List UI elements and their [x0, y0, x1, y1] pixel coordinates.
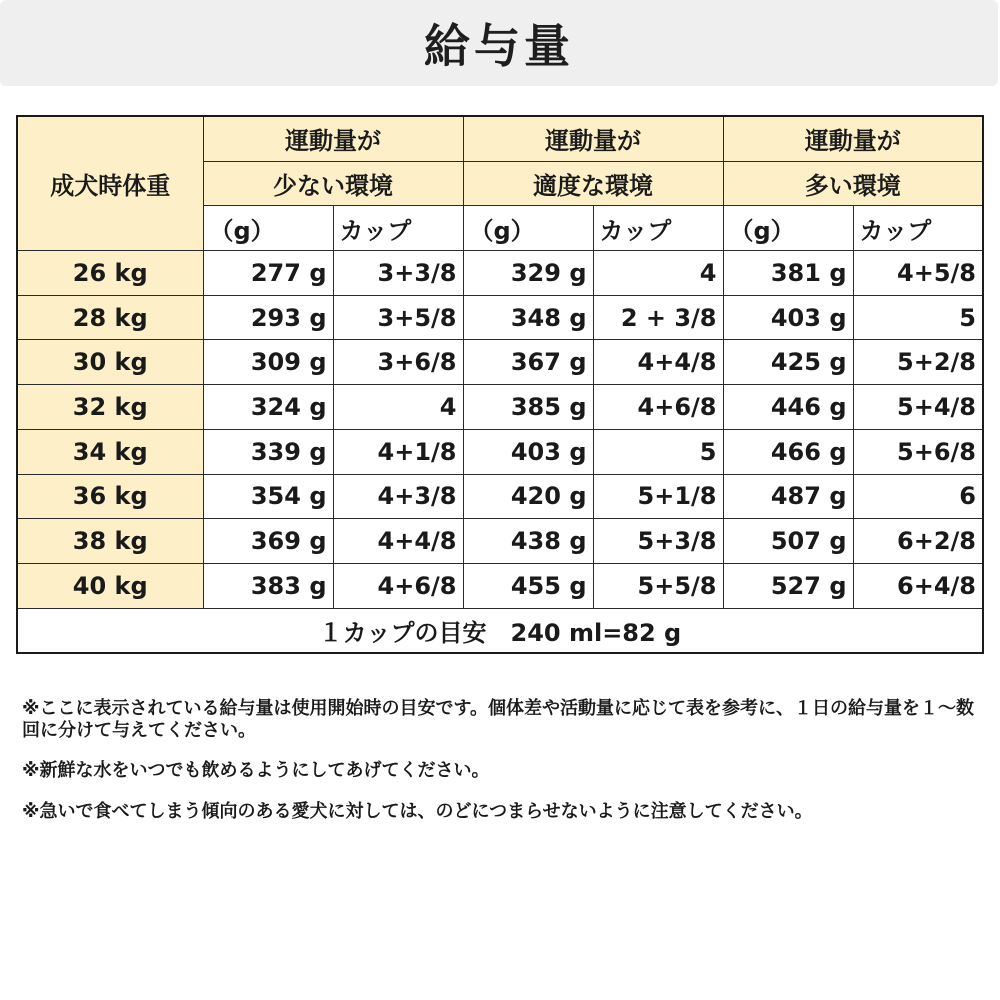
grams-cell: 329 g [463, 251, 593, 296]
cups-cell: 4+6/8 [333, 563, 463, 608]
grams-cell: 425 g [723, 340, 853, 385]
weight-cell: 36 kg [17, 474, 203, 519]
grams-cell: 527 g [723, 563, 853, 608]
unit-grams: （g） [463, 206, 593, 251]
group-high-line1: 運動量が [723, 116, 983, 161]
weight-cell: 34 kg [17, 429, 203, 474]
grams-cell: 403 g [723, 295, 853, 340]
grams-cell: 466 g [723, 429, 853, 474]
unit-cups: カップ [333, 206, 463, 251]
grams-cell: 438 g [463, 519, 593, 564]
grams-cell: 309 g [203, 340, 333, 385]
feeding-table [16, 115, 984, 654]
cups-cell: 5+6/8 [853, 429, 983, 474]
group-moderate-line1: 運動量が [463, 116, 723, 161]
unit-cups: カップ [853, 206, 983, 251]
header-row-1 [17, 116, 983, 161]
cups-cell: 5+4/8 [853, 385, 983, 430]
note-eating-caution: ※急いで食べてしまう傾向のある愛犬に対しては、のどにつまらせないように注意してください。 [22, 800, 813, 822]
group-low-line2: 少ない環境 [203, 161, 463, 206]
grams-cell: 420 g [463, 474, 593, 519]
cups-cell: 6+4/8 [853, 563, 983, 608]
unit-cups: カップ [593, 206, 723, 251]
cups-cell: 5+3/8 [593, 519, 723, 564]
title-bar [0, 0, 998, 86]
grams-cell: 507 g [723, 519, 853, 564]
cups-cell: 5 [593, 429, 723, 474]
table-row [17, 295, 983, 340]
page-title: 給与量 [424, 19, 574, 73]
cups-cell: 3+5/8 [333, 295, 463, 340]
grams-cell: 487 g [723, 474, 853, 519]
grams-cell: 369 g [203, 519, 333, 564]
weight-cell: 28 kg [17, 295, 203, 340]
table-row [17, 385, 983, 430]
grams-cell: 385 g [463, 385, 593, 430]
cups-cell: 4+5/8 [853, 251, 983, 296]
cup-measure-note: １カップの目安 240 ml=82 g [17, 608, 983, 653]
table-row [17, 251, 983, 296]
grams-cell: 354 g [203, 474, 333, 519]
cups-cell: 5+2/8 [853, 340, 983, 385]
cups-cell: 4+1/8 [333, 429, 463, 474]
group-low-line1: 運動量が [203, 116, 463, 161]
grams-cell: 383 g [203, 563, 333, 608]
cups-cell: 6+2/8 [853, 519, 983, 564]
cups-cell: 2 + 3/8 [593, 295, 723, 340]
table-row [17, 474, 983, 519]
cups-cell: 4+6/8 [593, 385, 723, 430]
note-fresh-water: ※新鮮な水をいつでも飲めるようにしてあげてください。 [22, 760, 490, 782]
weight-cell: 40 kg [17, 563, 203, 608]
cups-cell: 4+4/8 [333, 519, 463, 564]
cups-cell: 4+4/8 [593, 340, 723, 385]
weight-header: 成犬時体重 [17, 116, 203, 251]
weight-cell: 26 kg [17, 251, 203, 296]
footer-row [17, 608, 983, 653]
notes [22, 698, 982, 841]
grams-cell: 293 g [203, 295, 333, 340]
unit-grams: （g） [723, 206, 853, 251]
grams-cell: 381 g [723, 251, 853, 296]
cups-cell: 4 [333, 385, 463, 430]
grams-cell: 367 g [463, 340, 593, 385]
grams-cell: 324 g [203, 385, 333, 430]
weight-cell: 32 kg [17, 385, 203, 430]
grams-cell: 455 g [463, 563, 593, 608]
group-high-line2: 多い環境 [723, 161, 983, 206]
cups-cell: 3+6/8 [333, 340, 463, 385]
cups-cell: 5 [853, 295, 983, 340]
table-row [17, 340, 983, 385]
weight-cell: 38 kg [17, 519, 203, 564]
cups-cell: 4 [593, 251, 723, 296]
cups-cell: 5+1/8 [593, 474, 723, 519]
cups-cell: 5+5/8 [593, 563, 723, 608]
group-moderate-line2: 適度な環境 [463, 161, 723, 206]
cups-cell: 6 [853, 474, 983, 519]
grams-cell: 339 g [203, 429, 333, 474]
cups-cell: 3+3/8 [333, 251, 463, 296]
grams-cell: 446 g [723, 385, 853, 430]
table-row [17, 429, 983, 474]
weight-cell: 30 kg [17, 340, 203, 385]
table-row [17, 563, 983, 608]
grams-cell: 277 g [203, 251, 333, 296]
grams-cell: 348 g [463, 295, 593, 340]
note-feeding-guide: ※ここに表示されている給与量は使用開始時の目安です。個体差や活動量に応じて表を参考に、１日の給与量を１～数回に分けて与えてください。 [22, 698, 975, 741]
unit-grams: （g） [203, 206, 333, 251]
cups-cell: 4+3/8 [333, 474, 463, 519]
table-row [17, 519, 983, 564]
grams-cell: 403 g [463, 429, 593, 474]
